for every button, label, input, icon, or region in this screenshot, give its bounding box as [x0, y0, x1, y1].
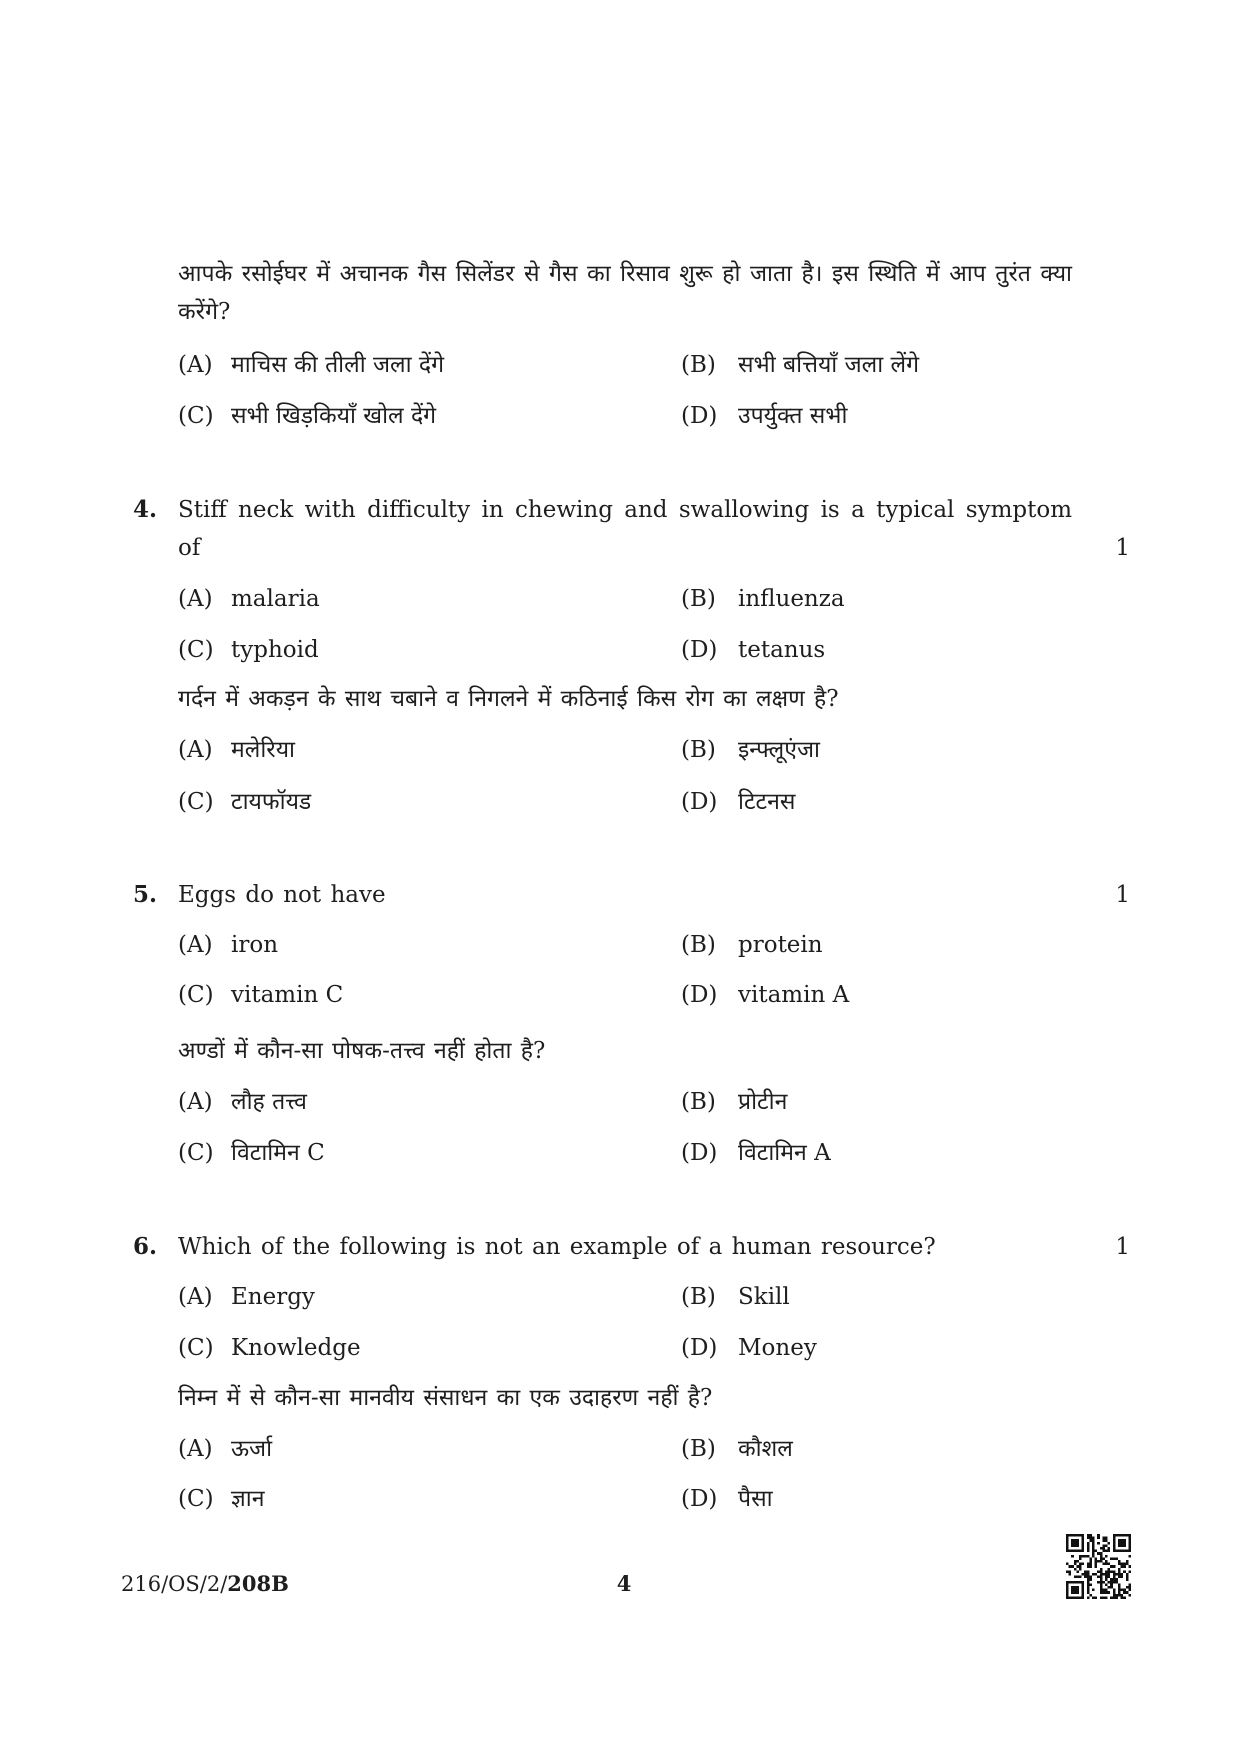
- q5-hindi-option-b: [681, 1083, 787, 1121]
- page-number: 4: [616, 1571, 632, 1596]
- paper-code: [121, 1570, 289, 1598]
- option-label: (D): [681, 789, 718, 815]
- q4-hindi-option-c: [178, 783, 311, 821]
- option-text: विटामिन C: [231, 1140, 325, 1166]
- option-text: पैसा: [738, 1486, 773, 1512]
- q6-hindi-option-c: [178, 1480, 264, 1518]
- option-text: tetanus: [738, 637, 826, 663]
- option-text: सभी खिड़कियाँ खोल देंगे: [231, 403, 437, 429]
- q5-hindi-option-d: [681, 1134, 831, 1172]
- q6-hindi-option-d: [681, 1480, 773, 1518]
- q6-option-d: [681, 1329, 817, 1367]
- q5-hindi-option-c: [178, 1134, 325, 1172]
- option-text: इन्फ्लूएंजा: [738, 737, 821, 763]
- option-text: माचिस की तीली जला देंगे: [231, 352, 445, 378]
- option-label: (A): [178, 1436, 213, 1462]
- option-label: (C): [178, 789, 214, 815]
- q4-hindi-option-a: [178, 731, 295, 769]
- q6-marks: 1: [1115, 1234, 1130, 1260]
- qr-finder-bottom-left: [1066, 1581, 1084, 1599]
- qr-finder-top-right: [1113, 1534, 1131, 1552]
- option-label: (A): [178, 352, 213, 378]
- q4-number: 4.: [133, 496, 158, 523]
- q6-option-b: [681, 1278, 790, 1316]
- q3-hindi-option-b: [681, 346, 919, 384]
- option-text: protein: [738, 932, 823, 958]
- option-text: Money: [738, 1335, 817, 1361]
- option-text: influenza: [738, 586, 845, 612]
- option-label: (B): [681, 352, 716, 378]
- q4-hindi-option-b: [681, 731, 820, 769]
- option-text: ऊर्जा: [231, 1436, 273, 1462]
- q6-number: 6.: [133, 1233, 158, 1260]
- q3-hindi-option-a: [178, 346, 444, 384]
- option-text: Skill: [738, 1284, 790, 1310]
- q5-number: 5.: [133, 881, 158, 908]
- option-text: मलेरिया: [231, 737, 296, 763]
- option-text: कौशल: [738, 1436, 793, 1462]
- option-label: (B): [681, 1436, 716, 1462]
- q5-hindi-question-text: अण्डों में कौन-सा पोषक-तत्त्व नहीं होता है?: [178, 1038, 546, 1064]
- option-label: (A): [178, 586, 213, 612]
- q5-option-c: [178, 976, 343, 1014]
- option-label: (B): [681, 586, 716, 612]
- option-label: (B): [681, 1284, 716, 1310]
- option-label: (D): [681, 637, 718, 663]
- option-text: Energy: [231, 1284, 315, 1310]
- option-label: (A): [178, 1284, 213, 1310]
- option-text: malaria: [231, 586, 320, 612]
- q4-option-a: [178, 580, 320, 618]
- option-text: vitamin C: [231, 982, 344, 1008]
- option-text: सभी बत्तियाँ जला लेंगे: [738, 352, 920, 378]
- option-text: प्रोटीन: [738, 1089, 788, 1115]
- option-text: iron: [231, 932, 279, 958]
- q4-option-d: [681, 631, 825, 669]
- option-label: (D): [681, 1486, 718, 1512]
- option-text: टिटनस: [738, 789, 796, 815]
- q4-option-b: [681, 580, 845, 618]
- q5-hindi-option-a: [178, 1083, 307, 1121]
- option-label: (C): [178, 1486, 214, 1512]
- q3-hindi-option-d: [681, 397, 847, 435]
- q5-marks: 1: [1115, 882, 1130, 908]
- option-label: (A): [178, 1089, 213, 1115]
- option-text: विटामिन A: [738, 1140, 831, 1166]
- option-text: लौह तत्त्व: [231, 1089, 307, 1115]
- q6-hindi-option-a: [178, 1430, 272, 1468]
- option-label: (A): [178, 932, 213, 958]
- option-label: (D): [681, 1335, 718, 1361]
- q4-question-text: Stiff neck with difficulty in chewing and swallowing is a typical symptom of: [178, 497, 1072, 561]
- q4-marks: 1: [1115, 535, 1130, 561]
- q6-option-a: [178, 1278, 315, 1316]
- q6-hindi-option-b: [681, 1430, 793, 1468]
- q5-option-a: [178, 926, 278, 964]
- q6-question-text: Which of the following is not an example of a human resource?: [178, 1234, 936, 1260]
- option-label: (B): [681, 932, 716, 958]
- q6-hindi-question-text: निम्न में से कौन-सा मानवीय संसाधन का एक उदाहरण नहीं है?: [178, 1385, 713, 1411]
- option-label: (C): [178, 1140, 214, 1166]
- option-label: (B): [681, 1089, 716, 1115]
- q3-hindi-option-c: [178, 397, 436, 435]
- q4-hindi-question-text: गर्दन में अकड़न के साथ चबाने व निगलने में कठिनाई किस रोग का लक्षण है?: [178, 686, 839, 712]
- option-label: (A): [178, 737, 213, 763]
- option-label: (C): [178, 403, 214, 429]
- qr-finder-top-left: [1066, 1534, 1084, 1552]
- option-label: (D): [681, 982, 718, 1008]
- option-label: (C): [178, 982, 214, 1008]
- option-label: (D): [681, 403, 718, 429]
- q4-option-c: [178, 631, 319, 669]
- option-label: (C): [178, 1335, 214, 1361]
- option-label: (C): [178, 637, 214, 663]
- q5-question-text: Eggs do not have: [178, 882, 386, 908]
- option-text: Knowledge: [231, 1335, 361, 1361]
- q5-option-b: [681, 926, 823, 964]
- q3-hindi-question-text: आपके रसोईघर में अचानक गैस सिलेंडर से गैस का रिसाव शुरू हो जाता है। इस स्थिति में आप तुरंत क्या करेंगे?: [178, 261, 1072, 325]
- option-text: vitamin A: [738, 982, 850, 1008]
- q6-option-c: [178, 1329, 361, 1367]
- paper-code-prefix: 216/OS/2/: [121, 1572, 228, 1596]
- option-label: (D): [681, 1140, 718, 1166]
- option-text: ज्ञान: [231, 1486, 265, 1512]
- option-text: typhoid: [231, 637, 319, 663]
- q4-hindi-option-d: [681, 783, 795, 821]
- option-text: उपर्युक्त सभी: [738, 403, 848, 429]
- qr-code: [1066, 1534, 1131, 1599]
- q5-option-d: [681, 976, 849, 1014]
- option-text: टायफॉयड: [231, 789, 312, 815]
- option-label: (B): [681, 737, 716, 763]
- paper-code-suffix: 208B: [227, 1571, 289, 1596]
